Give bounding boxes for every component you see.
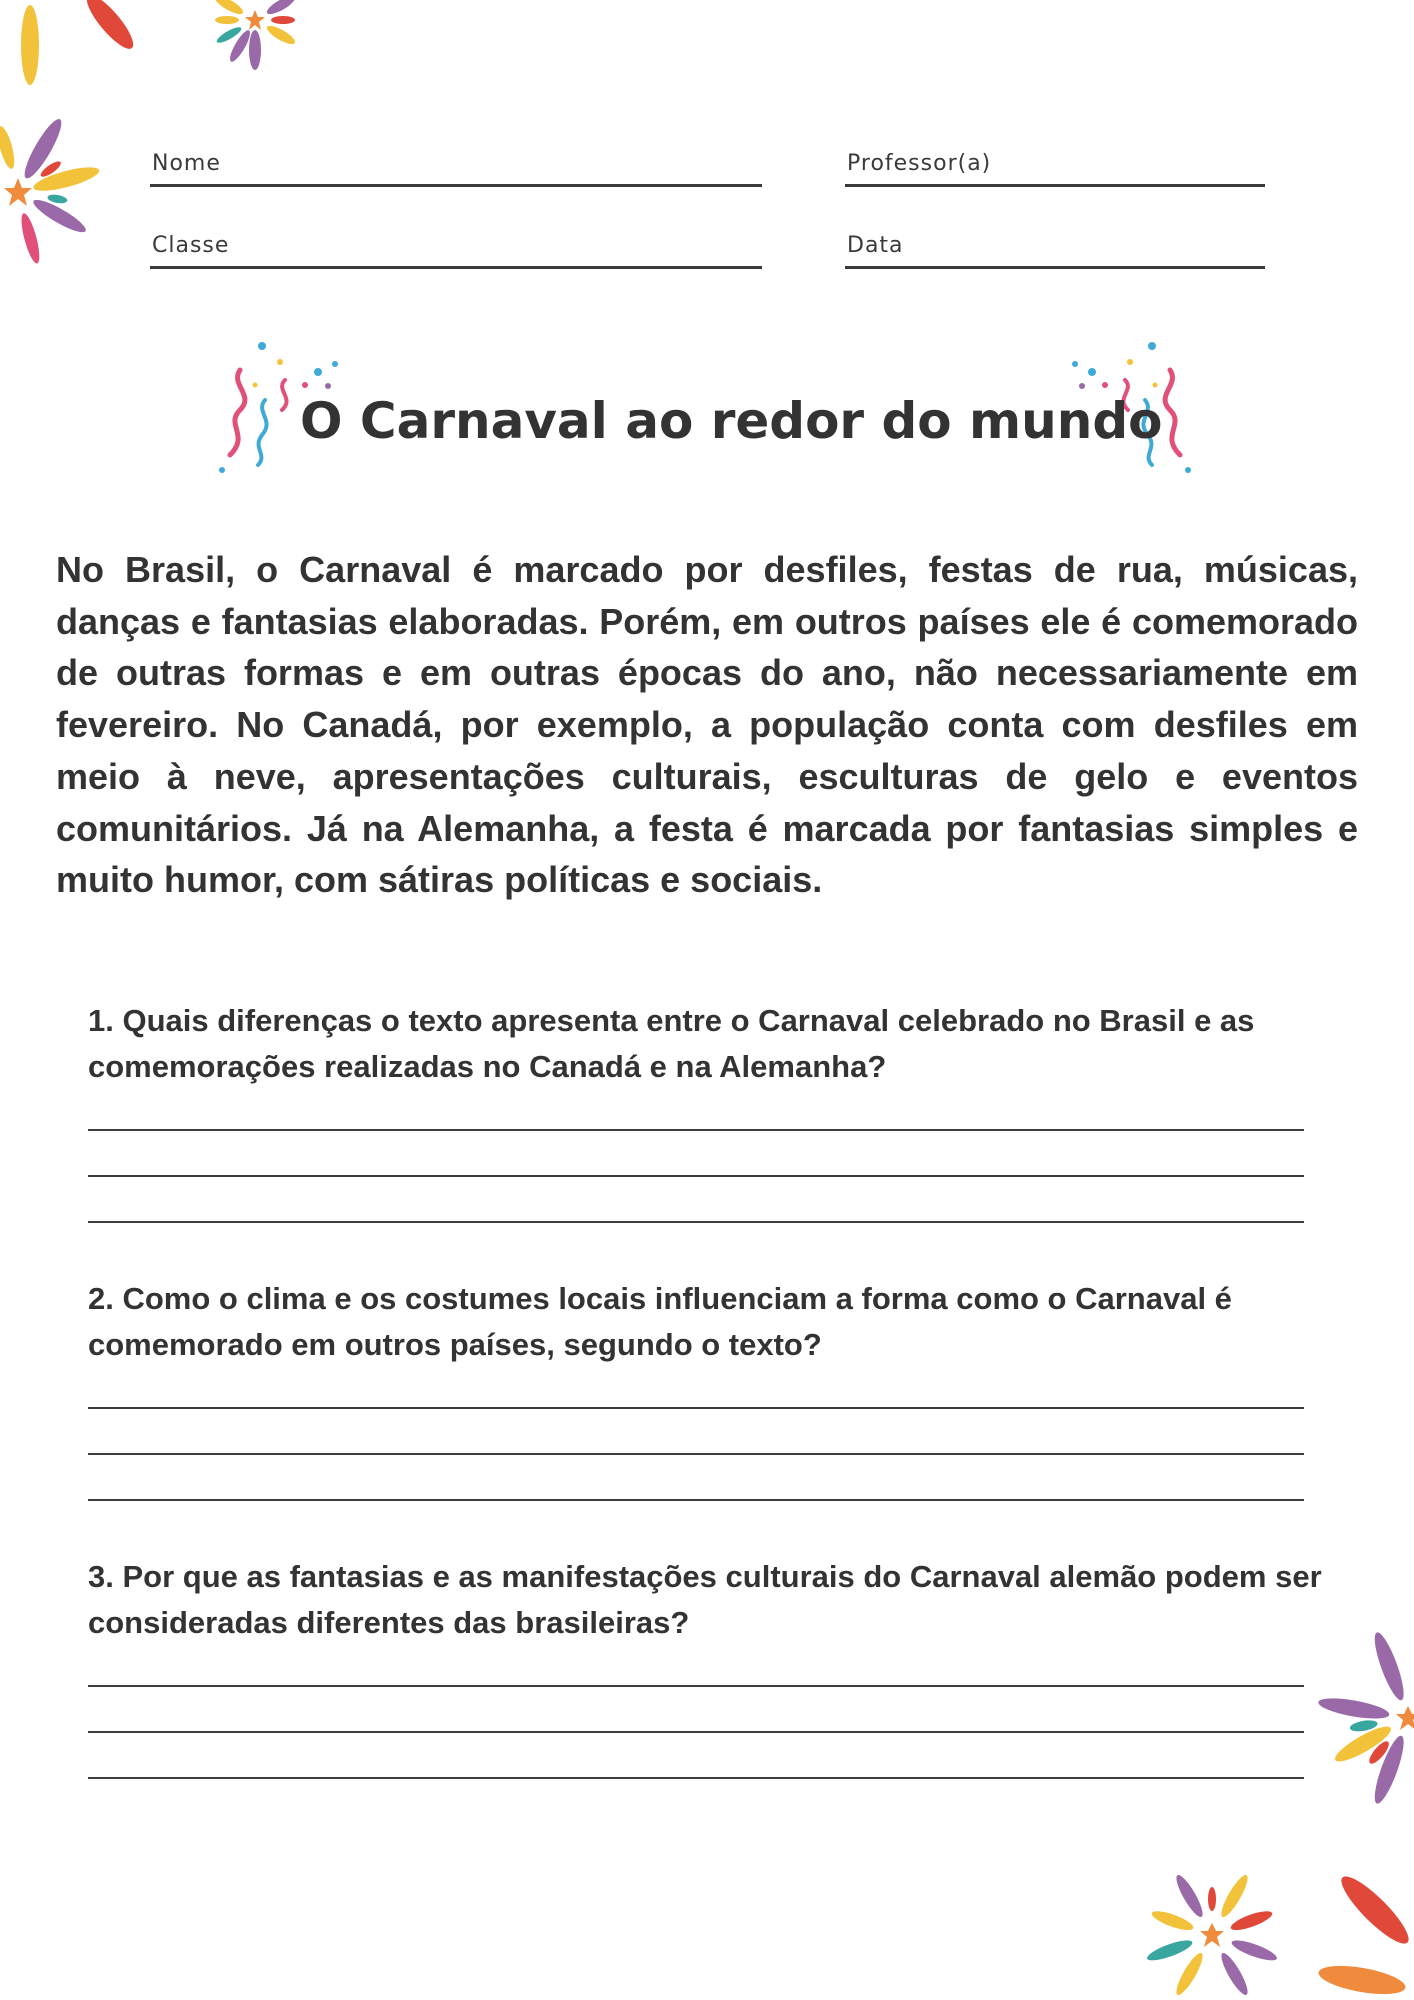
answer-line-2-3[interactable] [88,1499,1304,1501]
question-1 [88,998,1368,1090]
firework-burst-bottom-right-icon [1100,1600,1414,2000]
answer-line-1-1[interactable] [88,1129,1304,1131]
question-text: 1. Quais diferenças o texto apresenta entre o Carnaval celebrado no Brasil e as comemorações realizadas no Canadá e na Alemanha? [88,1003,1255,1084]
answer-line-1-2[interactable] [88,1175,1304,1177]
teacher-field[interactable] [845,148,1265,187]
answer-line-2-2[interactable] [88,1453,1304,1455]
date-field[interactable] [845,230,1265,269]
intro-paragraph: No Brasil, o Carnaval é marcado por desfiles, festas de rua, músicas, danças e fantasias elaboradas. Porém, em outros países ele é comemorado de outras formas e em outras épocas do ano, não necessariamente em fevereiro. No Canadá, por exemplo, a população conta com desfiles em meio à neve, apresentações culturais, esculturas de gelo e eventos comunitários. Já na Alemanha, a festa é marcada por fantasias simples e muito humor, com sátiras políticas e sociais. [56,549,1358,901]
answer-line-2-1[interactable] [88,1407,1304,1409]
class-field[interactable] [150,230,762,269]
answer-line-1-3[interactable] [88,1221,1304,1223]
answer-line-3-3[interactable] [88,1777,1304,1779]
teacher-label: Professor(a) [847,151,992,176]
name-label: Nome [152,151,221,176]
name-field[interactable] [150,148,762,187]
answer-line-3-2[interactable] [88,1731,1304,1733]
answer-line-3-1[interactable] [88,1685,1304,1687]
question-3 [88,1554,1368,1646]
question-2 [88,1276,1368,1368]
question-text: 3. Por que as fantasias e as manifestações culturais do Carnaval alemão podem ser consideradas diferentes das brasileiras? [88,1559,1322,1640]
question-text: 2. Como o clima e os costumes locais influenciam a forma como o Carnaval é comemorado em outros países, segundo o texto? [88,1281,1232,1362]
date-label: Data [847,233,904,258]
page-title: O Carnaval ao redor do mundo [300,392,1163,450]
class-label: Classe [152,233,230,258]
